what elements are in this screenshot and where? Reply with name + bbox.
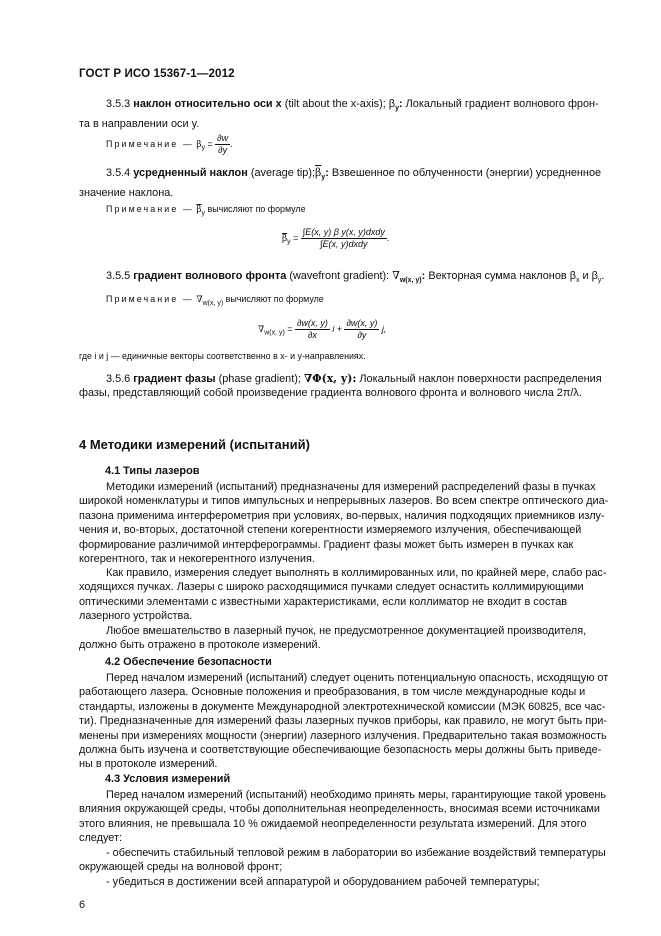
text-line: когерентного, так и некогерентного излучения.	[79, 553, 315, 566]
text-line: Любое вмешательство в лазерный пучок, не предусмотренное документацией производителя,	[106, 625, 587, 637]
text-line: влияния окружающей среды, чтобы дополнительная неопределенность, вносимая всеми источниками	[79, 803, 600, 816]
text-line: стандарты, изложены в документе Международной электротехнической комиссии (МЭК 60825, все час-	[79, 700, 606, 713]
term-definition: Взвешенное по облученности (энергии) усредненное	[331, 167, 602, 179]
term-title: градиент волнового фронта	[133, 270, 287, 282]
text-line: следует:	[79, 832, 123, 845]
note-3-5-3	[106, 133, 233, 156]
text-line: пазона применима интерферометрия при условиях, во-первых, наличия подходящих приемников излу-	[79, 509, 605, 522]
term-definition-and: и β	[582, 270, 598, 282]
term-definition-cont: фазы, представляющий собой произведение градиента волнового фронта и волнового числа 2π/λ.	[79, 387, 582, 400]
symbol: ∇Φ(x, y):	[303, 372, 357, 385]
term-number: 3.5.6	[106, 373, 131, 385]
document-header: ГОСТ Р ИСО 15367-1—2012	[79, 67, 235, 80]
term-number: 3.5.3	[106, 98, 131, 110]
subsection-title-4-3: 4.3 Условия измерений	[105, 773, 231, 785]
unit-vector-i: i	[332, 323, 335, 334]
where-line: где i и j — единичные векторы соответственно в x- и y-направлениях.	[79, 351, 366, 361]
term-english: (tilt about the x-axis); β	[284, 98, 396, 110]
subsection-title-4-2: 4.2 Обеспечение безопасности	[105, 656, 272, 668]
term-number: 3.5.5	[106, 270, 131, 282]
text-line: должна быть изучена и соответствующие обеспечивающие безопасность меры должны быть приведе-	[79, 744, 602, 757]
term-definition-cont: значение наклона.	[79, 186, 174, 199]
term-title: наклон относительно оси x	[133, 98, 282, 110]
term-definition-cont: та в направлении оси y.	[79, 117, 200, 130]
text-line: оптическими элементами с известными характеристиками, если коллиматор не входит в состав	[79, 595, 568, 608]
subsection-title-4-1: 4.1 Типы лазеров	[105, 465, 200, 477]
fraction-numerator: ∂w(x, y)	[346, 318, 378, 328]
term-number: 3.5.4	[106, 167, 131, 179]
paragraph-4-1-1	[79, 480, 613, 566]
fraction-denominator: ∂y	[218, 145, 228, 155]
fraction-numerator: ∂w(x, y)	[296, 318, 328, 328]
symbol: ∇	[196, 295, 203, 305]
term-3-5-4: 3.5.4 усредненный наклон (average $tip);\overline{\beta}_y$: Взвешенное по облученности (энергии) усредненное значение наклона.	[79, 166, 613, 200]
text-line: лазерного устройства.	[79, 610, 193, 623]
formula-lhs-sub: y	[287, 238, 291, 246]
note-label: Примечание —	[106, 204, 194, 214]
fraction	[301, 227, 390, 250]
note-label: Примечание —	[106, 294, 194, 304]
text-line: ны в протоколе измерений.	[79, 758, 218, 771]
formula-lhs-sub: y	[201, 144, 206, 152]
text-line: Методики измерений (испытаний) предназначены для измерений распределений фазы в пучках	[106, 481, 596, 493]
text-line: ходящихся пучках. Лазеры с широко расходящимися пучками следует оснастить коллимирующими	[79, 581, 584, 594]
formula-plus: +	[336, 323, 342, 334]
term-3-5-5: 3.5.5 градиент волнового фронта (wavefront gradient): $\nabla_{w(x, y)}$: Векторная сумма наклонов $\beta_x$ и $\beta_y$.	[106, 269, 605, 285]
note-label: Примечание —	[106, 138, 194, 149]
subscript-x: x	[575, 277, 580, 285]
bullet-1	[79, 846, 613, 875]
paragraph-4-2	[79, 671, 613, 772]
text-line: окружающей среды на волновой фронт;	[79, 861, 283, 874]
note-3-5-4	[106, 203, 306, 220]
section-title: 4 Методики измерений (испытаний)	[79, 437, 310, 452]
term-end: .	[601, 270, 605, 282]
fraction-numerator: ∂w	[217, 133, 229, 143]
note-3-5-5	[106, 293, 324, 310]
text-line: - обеспечить стабильный тепловой режим в лаборатории во избежание воздействий температуры	[106, 847, 606, 859]
text-line: Как правило, измерения следует выполнять в коллимированных или, по крайней мере, слабо рас-	[106, 567, 607, 579]
formula-lhs: $\overline{\beta}$	[282, 233, 288, 244]
symbol: ∇	[392, 269, 400, 282]
subscript-y: y	[597, 277, 602, 285]
symbol-subscript: y	[321, 174, 326, 182]
formula-end: .	[230, 138, 233, 149]
fraction	[215, 133, 233, 156]
bullet-2: - убедиться в достижении всей аппаратурой и оборудованием рабочей температуры;	[106, 876, 540, 888]
formula-lhs-sub: w(x, y)	[264, 329, 285, 337]
text-line: широкой номенклатуры и типов импульсных и непрерывных лазеров. Во всем спектре оптического диа-	[79, 495, 609, 508]
formula-lhs: β	[196, 139, 202, 150]
term-english: (average tip);	[250, 167, 315, 179]
formula-eq: =	[287, 323, 293, 334]
formula-average-tip	[282, 227, 389, 250]
term-3-5-3: 3.5.3 наклон относительно оси x (tilt about the x-axis); $\beta_y$: Локальный градиент волнового фрон- та в направлении оси y.	[79, 97, 613, 131]
formula-end: .	[386, 232, 390, 243]
formula-eq: =	[207, 138, 213, 149]
note-text: вычисляют по формуле	[207, 204, 306, 214]
note-text: вычисляют по формуле	[225, 294, 324, 304]
text-line: должно быть отражено в протоколе измерений.	[79, 639, 321, 652]
term-title: усредненный наклон	[133, 167, 248, 179]
symbol: $\overline{\beta}$	[314, 166, 322, 179]
text-line: Перед началом измерений (испытаний) необходимо принять меры, гарантирующие такой уровень	[106, 789, 607, 801]
fraction-denominator: ∫E(x, y)dxdy	[320, 239, 368, 249]
text-line: работающего лазера. Основные положения и преобразования, в том числе международные коды и	[79, 686, 586, 699]
text-line: ти). Предназначенные для измерений фазы лазерных пучков приборы, как правило, не могут быть при-	[79, 715, 607, 728]
text-line: менены при измерениях мощности (энергии) лазерного излучения. Предварительно такая возможность	[79, 729, 607, 742]
term-english: (wavefront gradient):	[289, 270, 390, 282]
formula-wavefront-gradient	[258, 318, 386, 341]
text-line: этого влияния, не превышала 10 % ожидаемой неопределенности результата измерений. Для этого	[79, 817, 587, 830]
paragraph-4-1-2	[79, 566, 613, 624]
symbol-subscript: w(x, y)	[202, 299, 224, 307]
term-definition: Локальный наклон поверхности распределения	[359, 373, 602, 385]
fraction-denominator: ∂y	[357, 330, 367, 340]
symbol: $\overline{\beta}$	[196, 205, 202, 215]
page-number: 6	[79, 899, 86, 911]
term-3-5-6	[79, 372, 613, 401]
term-definition: Векторная сумма наклонов β	[428, 270, 576, 282]
text-line: Перед началом измерений (испытаний) следует оценить потенциальную опасность, исходящую от	[106, 672, 609, 684]
text-line: чения и, во-вторых, достаточной степени когерентности измеряемого излучения, обеспечивающей	[79, 524, 582, 537]
fraction-2	[344, 318, 379, 341]
formula-lhs: ∇	[258, 324, 265, 335]
paragraph-4-1-3	[79, 624, 613, 653]
term-english: (phase gradient);	[218, 373, 301, 385]
paragraph-4-3	[79, 788, 613, 846]
text-line: формирование различимой интерферограммы. Градиент фазы может быть измерен в пучках как	[79, 538, 574, 551]
symbol-subscript: w(x, y)	[399, 277, 422, 285]
formula-eq: =	[293, 232, 299, 243]
term-definition: Локальный градиент волнового фрон-	[405, 98, 599, 110]
fraction-denominator: ∂x	[307, 330, 317, 340]
unit-vector-j: j,	[381, 323, 387, 334]
term-title: градиент фазы	[133, 373, 216, 385]
fraction-1	[295, 318, 330, 341]
fraction-numerator: ∫E(x, y) β y(x, y)dxdy	[302, 227, 385, 237]
symbol-subscript: y	[395, 105, 399, 113]
symbol-subscript: y	[201, 209, 206, 217]
